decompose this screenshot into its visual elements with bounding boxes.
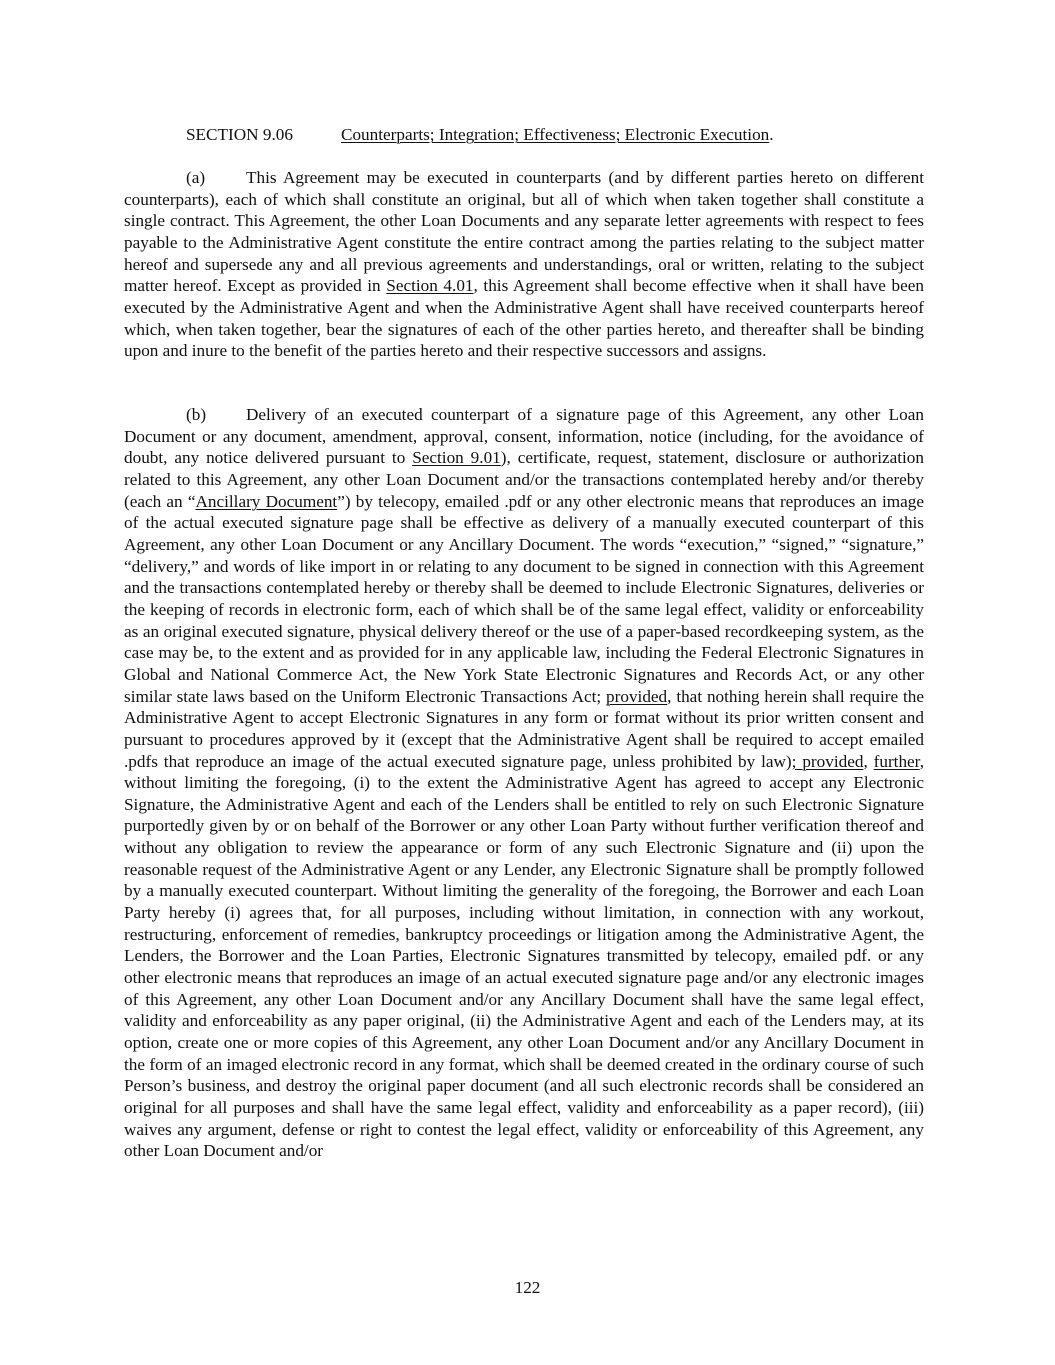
paragraph-a (124, 167, 924, 362)
proviso-term: further (873, 751, 920, 771)
defined-term: Ancillary Document (195, 491, 338, 511)
paragraph-text: , that nothing herein shall require the Administrative Agent to accept Electronic Signatures in any form or format without its prior written consent and pursuant to procedures approved by it (except that the Administrative Agent shall be required to accept emailed .pdfs that reproduce an image of the actual executed signature page, unless prohibited by law) (124, 686, 924, 771)
section-title: Counterparts; Integration; Effectiveness; Electronic Execution (341, 125, 770, 144)
paragraph-text: , (863, 751, 874, 771)
paragraph-text: , without limiting the foregoing, (i) to the extent the Administrative Agent has agreed to accept any Electronic Signature, the Administrative Agent and each of the Lenders shall be entitled to rely on such Electronic Signature purportedly given by or on behalf of the Borrower or any other Loan Party without further verification thereof and without any obligation to review the appearance or form of any such Electronic Signature and (ii) upon the reasonable request of the Administrative Agent or any Lender, any Electronic Signature shall be promptly followed by a manually executed counterpart. Without limiting the generality of the foregoing, the Borrower and each Loan Party hereby (i) agrees that, for all purposes, including without limitation, in connection with any workout, restructuring, enforcement of remedies, bankruptcy proceedings or litigation among the Administrative Agent, the Lenders, the Borrower and the Loan Parties, Electronic Signatures transmitted by telecopy, emailed pdf. or any other electronic means that reproduces an image of an actual executed signature page and/or any electronic images of this Agreement, any other Loan Document and/or any Ancillary Document shall have the same legal effect, validity and enforceability as any paper original, (ii) the Administrative Agent and each of the Lenders may, at its option, create one or more copies of this Agreement, any other Loan Document and/or any Ancillary Document in the form of an imaged electronic record in any format, which shall be deemed created in the ordinary course of such Person’s business, and destroy the original paper document (and all such electronic records shall be considered an original for all purposes and shall have the same legal effect, validity and enforceability as a paper record), (iii) waives any argument, defense or right to contest the legal effect, validity or enforceability of this Agreement, any other Loan Document and/or (124, 751, 925, 1161)
section-title-period: . (769, 125, 774, 144)
paragraph-text: , this Agreement shall become effective when it shall have been executed by the Administrative Agent and when the Administrative Agent shall have received counterparts hereof which, when taken together, bear the signatures of each of the other parties hereto, and thereafter shall be binding upon and inure to the benefit of the parties hereto and their respective successors and assigns. (124, 276, 924, 361)
paragraph-label: (b) (186, 405, 207, 424)
cross-reference: Section 9.01 (412, 448, 501, 468)
proviso-term: provided (606, 686, 668, 706)
cross-reference: Section 4.01 (386, 276, 474, 296)
proviso-term: ; provided (791, 751, 864, 771)
paragraph-label: (a) (186, 168, 206, 187)
paragraph-text: Delivery of an executed counterpart of a signature page of this Agreement, any other Loan Document or any document, amendment, approval, consent, information, notice (including, for the avoidance of doubt, any notice delivered pursuant to (124, 405, 924, 468)
page-number: 122 (514, 1278, 541, 1297)
paragraph-b (124, 404, 924, 1162)
paragraph-text: ”) by telecopy, emailed .pdf or any other electronic means that reproduces an image of the actual executed signature page shall be effective as delivery of a manually executed counterpart of this Agreement, any other Loan Document or any Ancillary Document. The words “execution,” “signed,” “signature,” “delivery,” and words of like import in or relating to any document to be signed in connection with this Agreement and the transactions contemplated hereby or thereby shall be deemed to include Electronic Signatures, deliveries or the keeping of records in electronic form, each of which shall be of the same legal effect, validity or enforceability as an original executed signature, physical delivery thereof or the use of a paper-based recordkeeping system, as the case may be, to the extent and as provided for in any applicable law, including the Federal Electronic Signatures in Global and National Commerce Act, the New York State Electronic Signatures and Records Act, or any other similar state laws based on the Uniform Electronic Transactions Act; (124, 491, 924, 706)
paragraph-text: This Agreement may be executed in counterparts (and by different parties hereto on different counterparts), each of which shall constitute an original, but all of which when taken together shall constitute a single contract. This Agreement, the other Loan Documents and any separate letter agreements with respect to fees payable to the Administrative Agent constitute the entire contract among the parties relating to the subject matter hereof and supersede any and all previous agreements and understandings, oral or written, relating to the subject matter hereof. Except as provided in (124, 168, 924, 296)
section-heading (186, 124, 774, 146)
section-number: SECTION 9.06 (186, 125, 293, 144)
paragraph-text: ), certificate, request, statement, disclosure or authorization related to this Agreement, any other Loan Document and/or the transactions contemplated hereby and/or thereby (each an “ (124, 448, 924, 511)
